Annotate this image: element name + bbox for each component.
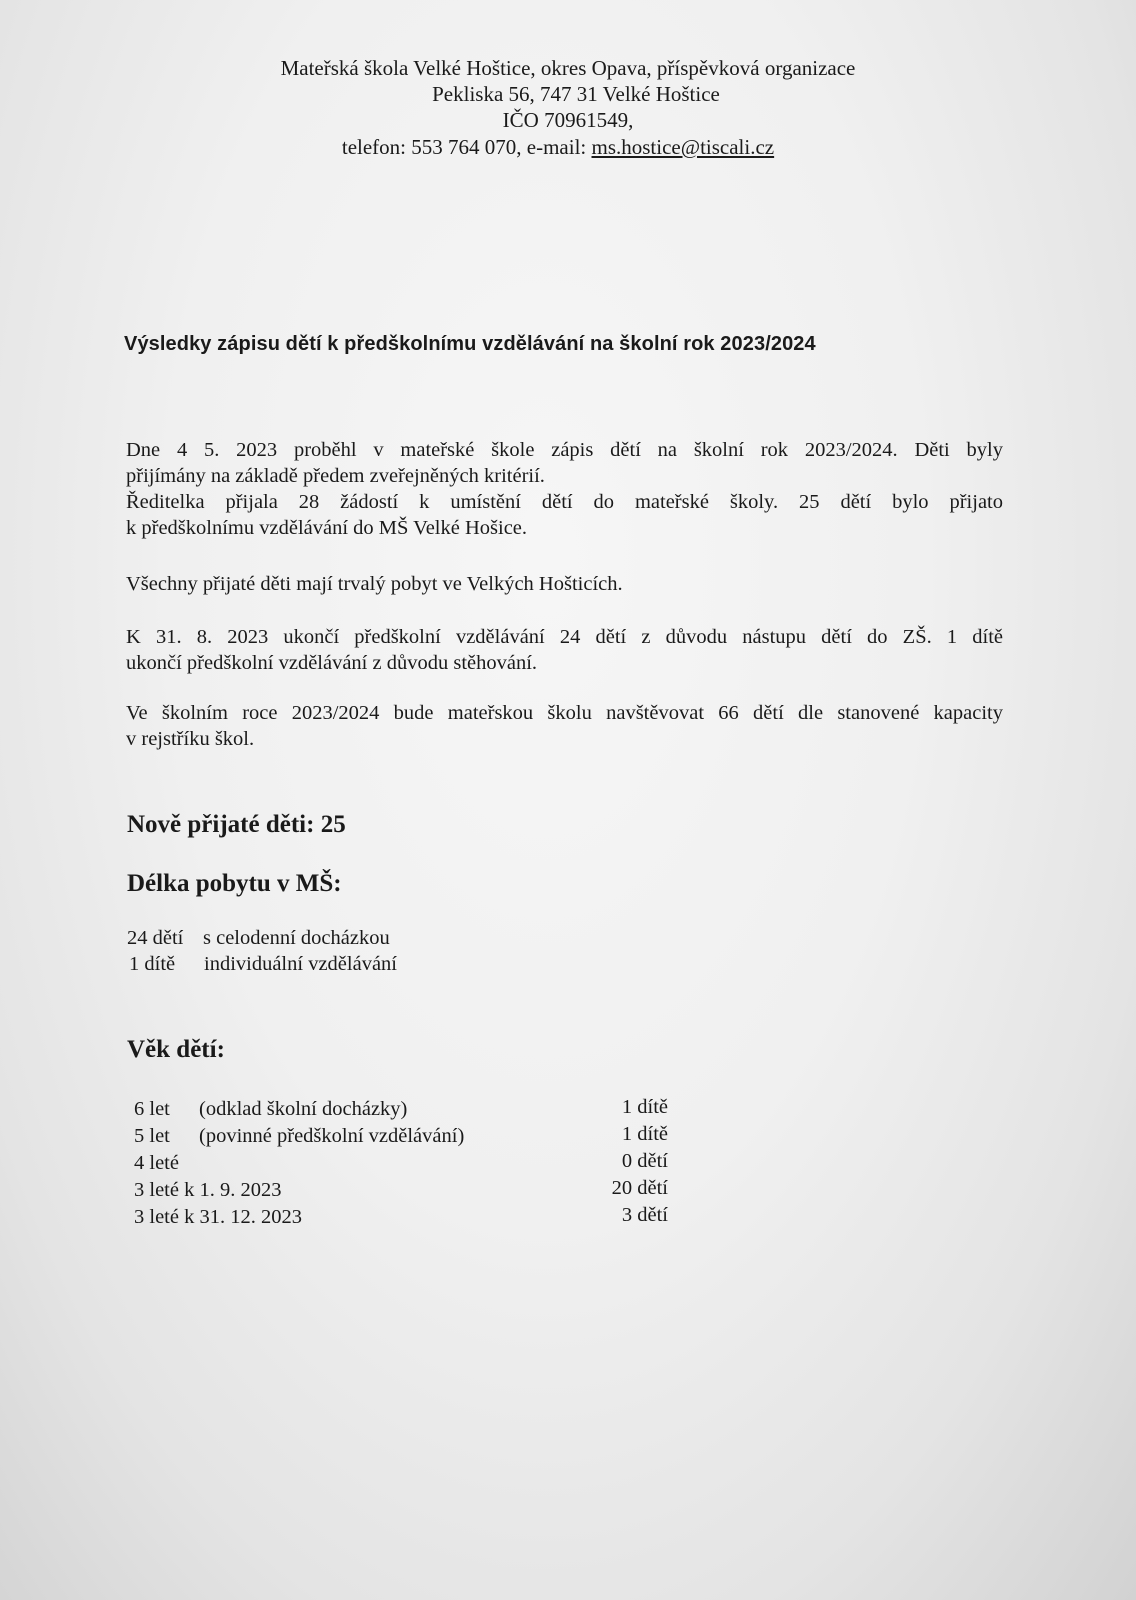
paragraph-capacity [126, 700, 1003, 752]
paragraph-line: Dne 4 5. 2023 proběhl v mateřské škole zápis dětí na školní rok 2023/2024. Děti byly [126, 439, 1003, 461]
age-label: 5 let [134, 1125, 170, 1147]
paragraph-line: přijímány na základě předem zveřejněných kritérií. [126, 465, 545, 487]
paragraph-residence: Všechny přijaté děti mají trvalý pobyt ve Velkých Hošticích. [126, 573, 623, 595]
age-note: (odklad školní docházky) [199, 1098, 408, 1120]
age-count: 1 dítě [621, 1123, 668, 1145]
paragraph-line: Ředitelka přijala 28 žádostí k umístění dětí do mateřské školy. 25 dětí bylo přijato [126, 491, 1003, 513]
age-label: 4 leté [134, 1152, 179, 1174]
school-contact [0, 133, 1126, 161]
stay-type: individuální vzdělávání [204, 953, 397, 975]
paragraph-line: K 31. 8. 2023 ukončí předškolní vzdělávání 24 dětí z důvodu nástupu dětí do ZŠ. 1 dítě [126, 626, 1003, 648]
age-count: 0 dětí [621, 1150, 668, 1172]
newly-admitted-heading: Nově přijaté děti: 25 [127, 811, 346, 838]
age-label: 6 let [134, 1098, 170, 1120]
school-name: Mateřská škola Velké Hoštice, okres Opava, příspěvková organizace [280, 56, 856, 80]
age-count: 1 dítě [621, 1096, 668, 1118]
age-count: 3 dětí [621, 1204, 668, 1226]
stay-length-heading: Délka pobytu v MŠ: [127, 870, 342, 897]
document-title: Výsledky zápisu dětí k předškolnímu vzdělávání na školní rok 2023/2024 [124, 333, 816, 355]
paragraph-line: Ve školním roce 2023/2024 bude mateřskou školu navštěvovat 66 dětí dle stanovené kapacity [126, 702, 1003, 724]
age-note: (povinné předškolní vzdělávání) [199, 1125, 465, 1147]
school-address: Pekliska 56, 747 31 Velké Hoštice [432, 82, 720, 106]
age-label: 3 leté k 31. 12. 2023 [134, 1206, 302, 1228]
paragraph-line: ukončí předškolní vzdělávání z důvodu stěhování. [126, 652, 538, 674]
paragraph-leaving [126, 624, 1003, 676]
stay-count: 24 dětí [127, 927, 184, 949]
stay-type: s celodenní docházkou [203, 927, 390, 949]
school-ico: IČO 70961549, [502, 108, 634, 132]
email-link[interactable]: ms.hostice@tiscali.cz [591, 135, 775, 159]
phone-text: telefon: 553 764 070, e-mail: [341, 135, 592, 159]
paragraph-line: v rejstříku škol. [126, 728, 255, 750]
age-label: 3 leté k 1. 9. 2023 [134, 1179, 282, 1201]
paragraph-enrollment [126, 437, 1003, 541]
age-heading: Věk dětí: [127, 1036, 225, 1063]
age-count: 20 dětí [611, 1177, 668, 1199]
paragraph-line: k předškolnímu vzdělávání do MŠ Velké Hošice. [126, 517, 528, 539]
stay-count: 1 dítě [129, 953, 176, 975]
